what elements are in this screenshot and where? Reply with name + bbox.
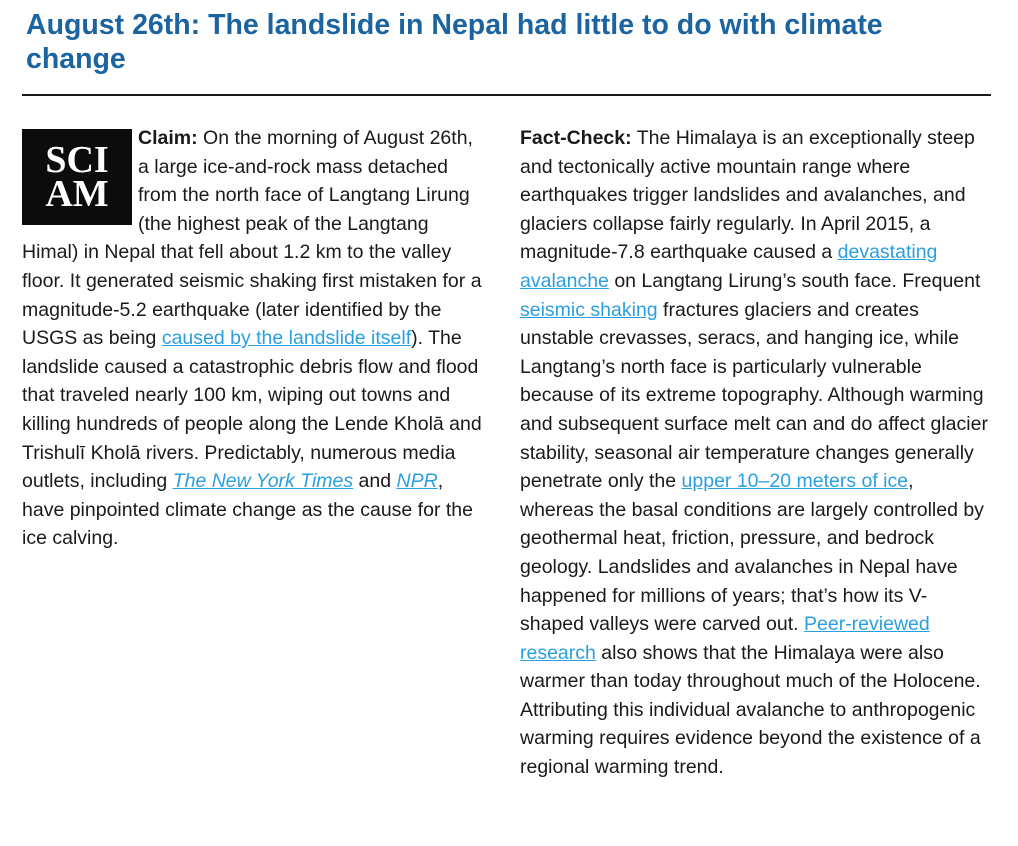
factcheck-text-5: also shows that the Himalaya were also warmer than today throughout much of the Holocene. Attributing this individual avalanche to anthropogenic warming requires evidence beyond the existence of a regional warming trend. <box>520 641 981 779</box>
npr-link[interactable]: NPR <box>396 470 438 493</box>
claim-text-3: and <box>353 470 397 493</box>
claim-column <box>22 124 484 553</box>
claim-text-4: , have pinpointed climate change as the cause for the ice calving. <box>22 470 473 550</box>
devastating-avalanche-link[interactable]: devastating avalanche <box>520 241 938 292</box>
title-divider <box>22 94 991 96</box>
claim-text-2: ). The landslide caused a catastrophic debris flow and flood that traveled nearly 100 km, wiping out towns and killing hundreds of people along the Lende Kholā and Trishulī Kholā rivers. Predictably, numerous media outlets, including <box>22 327 482 493</box>
nytimes-link[interactable]: The New York Times <box>172 470 354 493</box>
peer-reviewed-research-link[interactable]: Peer-reviewed research <box>520 613 930 664</box>
usgs-landslide-link[interactable]: caused by the landslide itself <box>161 327 412 350</box>
logo-line-2: AM <box>45 173 109 215</box>
page-title: August 26th: The landslide in Nepal had little to do with climate change <box>26 9 883 75</box>
logo-line-1: SCI <box>45 139 109 181</box>
factcheck-text-1: The Himalaya is an exceptionally steep and tectonically active mountain range where earthquakes trigger landslides and avalanches, and glaciers collapse fairly regularly. In April 2015, a magnitude-7.8 earthquake caused a <box>520 127 975 264</box>
factcheck-label: Fact-Check: <box>520 127 632 149</box>
factcheck-text-3: fractures glaciers and creates unstable crevasses, seracs, and hanging ice, while Langtang’s north face is particularly vulnerable because of its extreme topography. Although warming and subsequent surface melt can and do affect glacier stability, seasonal air temperature changes generally penetrate only the <box>520 298 988 493</box>
factcheck-paragraph <box>520 124 990 782</box>
claim-text-1: On the morning of August 26th, a large ice-and-rock mass detached from the north face of Langtang Lirung (the highest peak of the Langtang Himal) in Nepal that fell about 1.2 km to the valley floor. It generated seismic shaking first mistaken for a magnitude-5.2 earthquake (later identified by the USGS as being <box>22 127 482 350</box>
sciam-logo <box>22 129 132 225</box>
seismic-shaking-link[interactable]: seismic shaking <box>520 298 658 321</box>
factcheck-text-4: , whereas the basal conditions are largely controlled by geothermal heat, friction, pressure, and bedrock geology. Landslides and avalanches in Nepal have happened for millions of years; that’s how its V-shaped valleys were carved out. <box>520 470 984 636</box>
factcheck-column <box>520 124 990 782</box>
claim-label: Claim: <box>138 127 198 149</box>
factcheck-text-2: on Langtang Lirung’s south face. Frequent <box>608 269 981 292</box>
upper-ice-link[interactable]: upper 10–20 meters of ice <box>681 470 909 493</box>
